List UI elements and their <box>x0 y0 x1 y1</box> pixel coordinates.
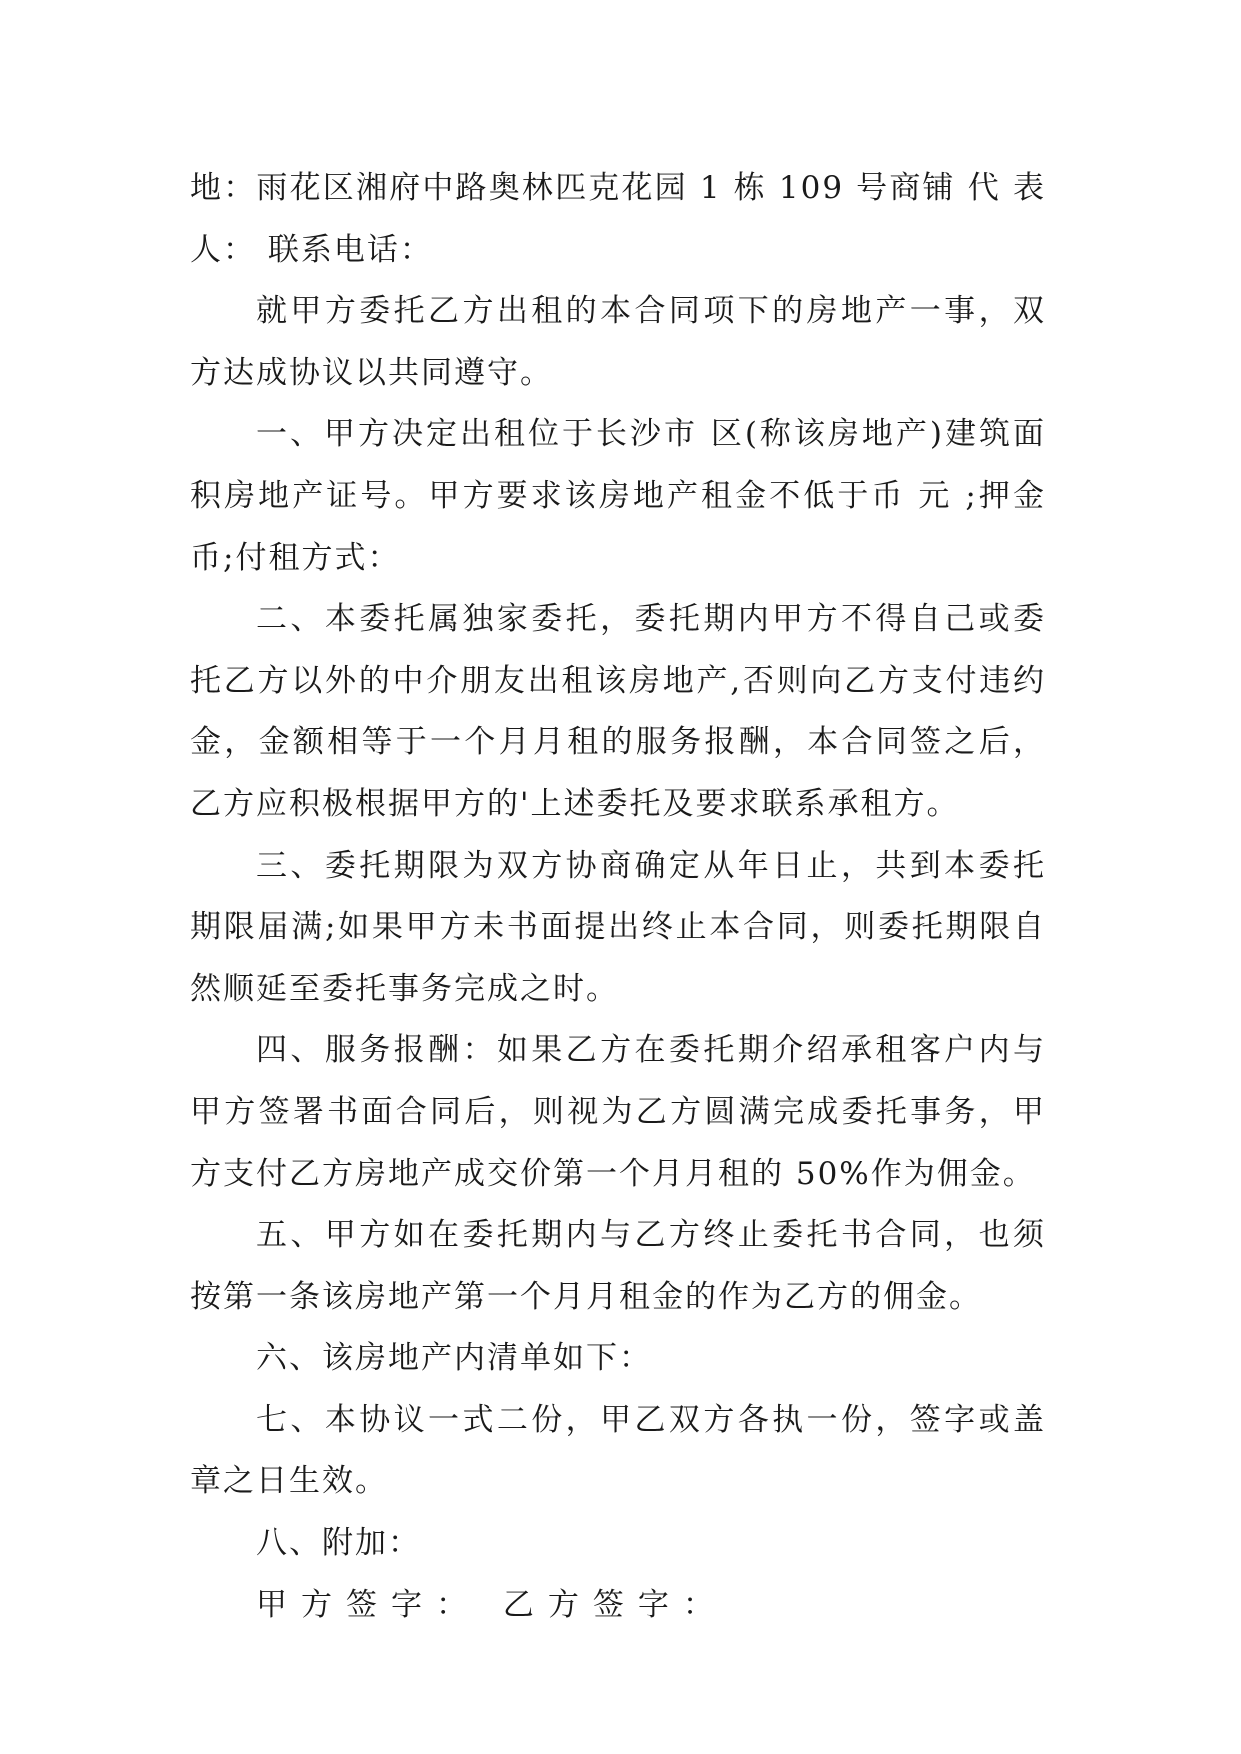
paragraph-address: 地：雨花区湘府中路奥林匹克花园 1 栋 109 号商铺 代 表人： 联系电话： <box>190 170 1046 268</box>
clause-8: 八、附加： <box>256 1525 421 1562</box>
party-b-signature-label: 乙方签字： <box>502 1586 728 1623</box>
paragraph-intro: 就甲方委托乙方出租的本合同项下的房地产一事，双方达成协议以共同遵守。 <box>190 293 1046 391</box>
document-body <box>190 158 1046 1636</box>
party-a-signature-label: 甲方签字： <box>256 1586 481 1623</box>
clause-6: 六、该房地产内清单如下： <box>256 1340 652 1377</box>
clause-7: 七、本协议一式二份，甲乙双方各执一份，签字或盖章之日生效。 <box>190 1401 1046 1500</box>
clause-5: 五、甲方如在委托期内与乙方终止委托书合同，也须按第一条该房地产第一个月月租金的作为乙方的佣金。 <box>190 1217 1046 1315</box>
clause-2: 二、本委托属独家委托，委托期内甲方不得自己或委托乙方以外的中介朋友出租该房地产,否则向乙方支付违约金，金额相等于一个月月租的服务报酬，本合同签之后，乙方应积极根据甲方的'上述委托及要求联系承租方。 <box>190 601 1046 822</box>
clause-3: 三、委托期限为双方协商确定从年日止，共到本委托期限届满;如果甲方未书面提出终止本合同，则委托期限自然顺延至委托事务完成之时。 <box>190 847 1046 1007</box>
clause-4: 四、服务报酬：如果乙方在委托期介绍承租客户内与甲方签署书面合同后，则视为乙方圆满完成委托事务，甲方支付乙方房地产成交价第一个月月租的 50%作为佣金。 <box>190 1032 1046 1192</box>
signature-line <box>190 1575 1046 1637</box>
clause-1: 一、甲方决定出租位于长沙市 区(称该房地产)建筑面积房地产证号。甲方要求该房地产租金不低于币 元 ;押金币;付租方式： <box>190 416 1046 576</box>
